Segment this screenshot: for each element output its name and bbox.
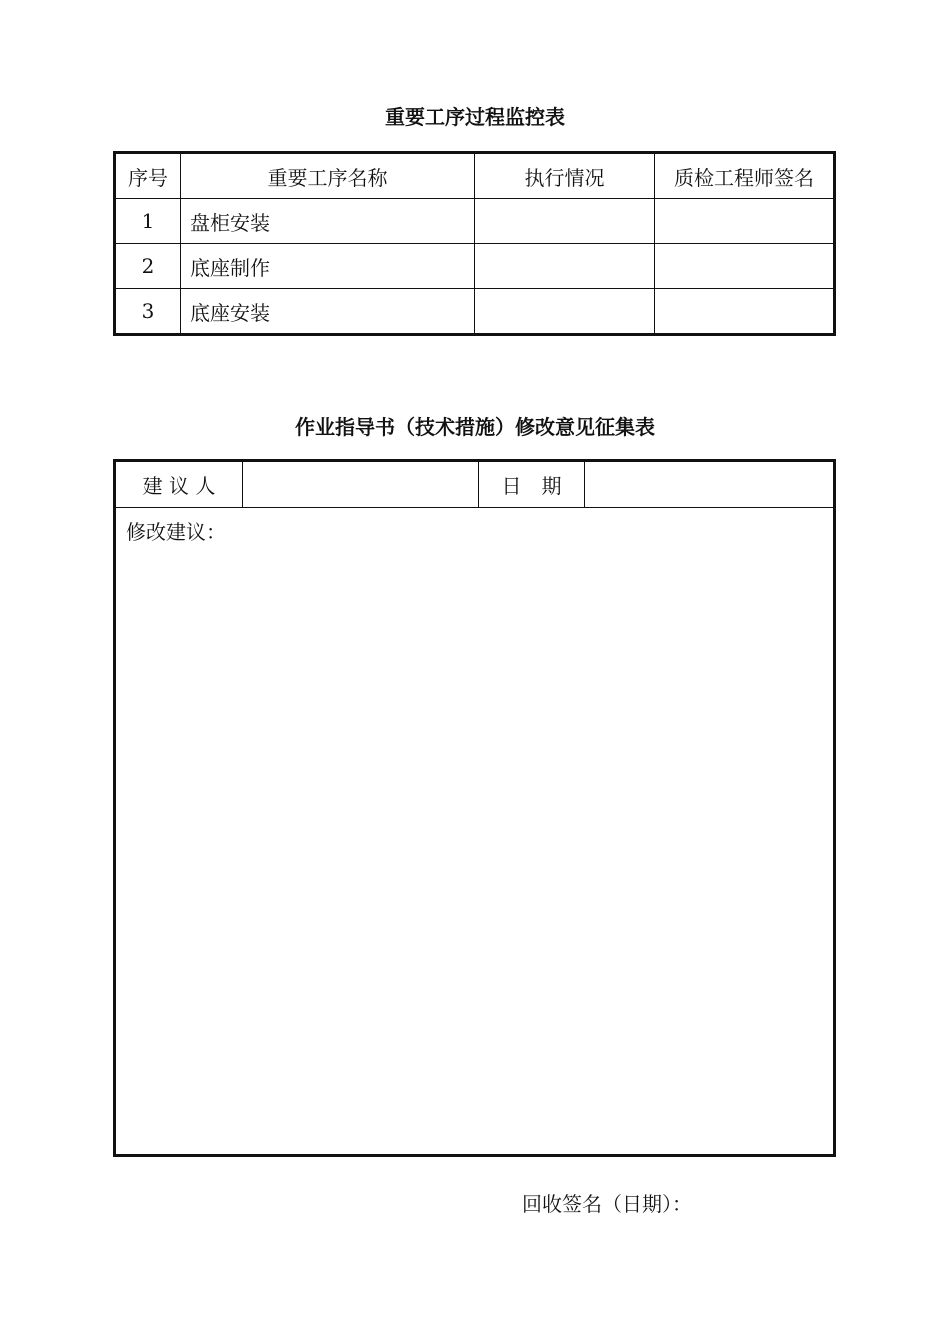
- header-no: 序号: [115, 153, 181, 199]
- suggestion-area[interactable]: [115, 508, 835, 1156]
- suggestion-row: [115, 508, 835, 1156]
- row-status-cell[interactable]: [475, 199, 655, 244]
- row-signature-cell[interactable]: [655, 244, 835, 289]
- recovery-signature-label: 回收签名（日期）：: [522, 1192, 692, 1216]
- process-monitoring-table: [113, 151, 836, 336]
- row-status-cell[interactable]: [475, 244, 655, 289]
- proposer-label: 建 议 人: [115, 461, 243, 508]
- row-process-name: 底座安装: [181, 289, 475, 335]
- table-header-row: [115, 153, 835, 199]
- row-process-name: 底座制作: [181, 244, 475, 289]
- header-process-name: 重要工序名称: [181, 153, 475, 199]
- row-signature-cell[interactable]: [655, 199, 835, 244]
- header-status: 执行情况: [475, 153, 655, 199]
- row-no: 2: [115, 244, 181, 289]
- opinion-table-title: 作业指导书（技术措施）修改意见征集表: [295, 415, 655, 439]
- header-signature: 质检工程师签名: [655, 153, 835, 199]
- table-row: [115, 289, 835, 335]
- row-no: 3: [115, 289, 181, 335]
- row-process-name: 盘柜安装: [181, 199, 475, 244]
- opinion-collection-table: [113, 459, 836, 1157]
- suggestion-label: 修改建议：: [126, 520, 226, 544]
- row-status-cell[interactable]: [475, 289, 655, 335]
- table-row: [115, 199, 835, 244]
- process-table-title: 重要工序过程监控表: [385, 105, 565, 129]
- date-field[interactable]: [585, 461, 835, 508]
- table-row: [115, 244, 835, 289]
- proposer-field[interactable]: [243, 461, 479, 508]
- row-signature-cell[interactable]: [655, 289, 835, 335]
- date-label: 日 期: [479, 461, 585, 508]
- row-no: 1: [115, 199, 181, 244]
- proposer-row: [115, 461, 835, 508]
